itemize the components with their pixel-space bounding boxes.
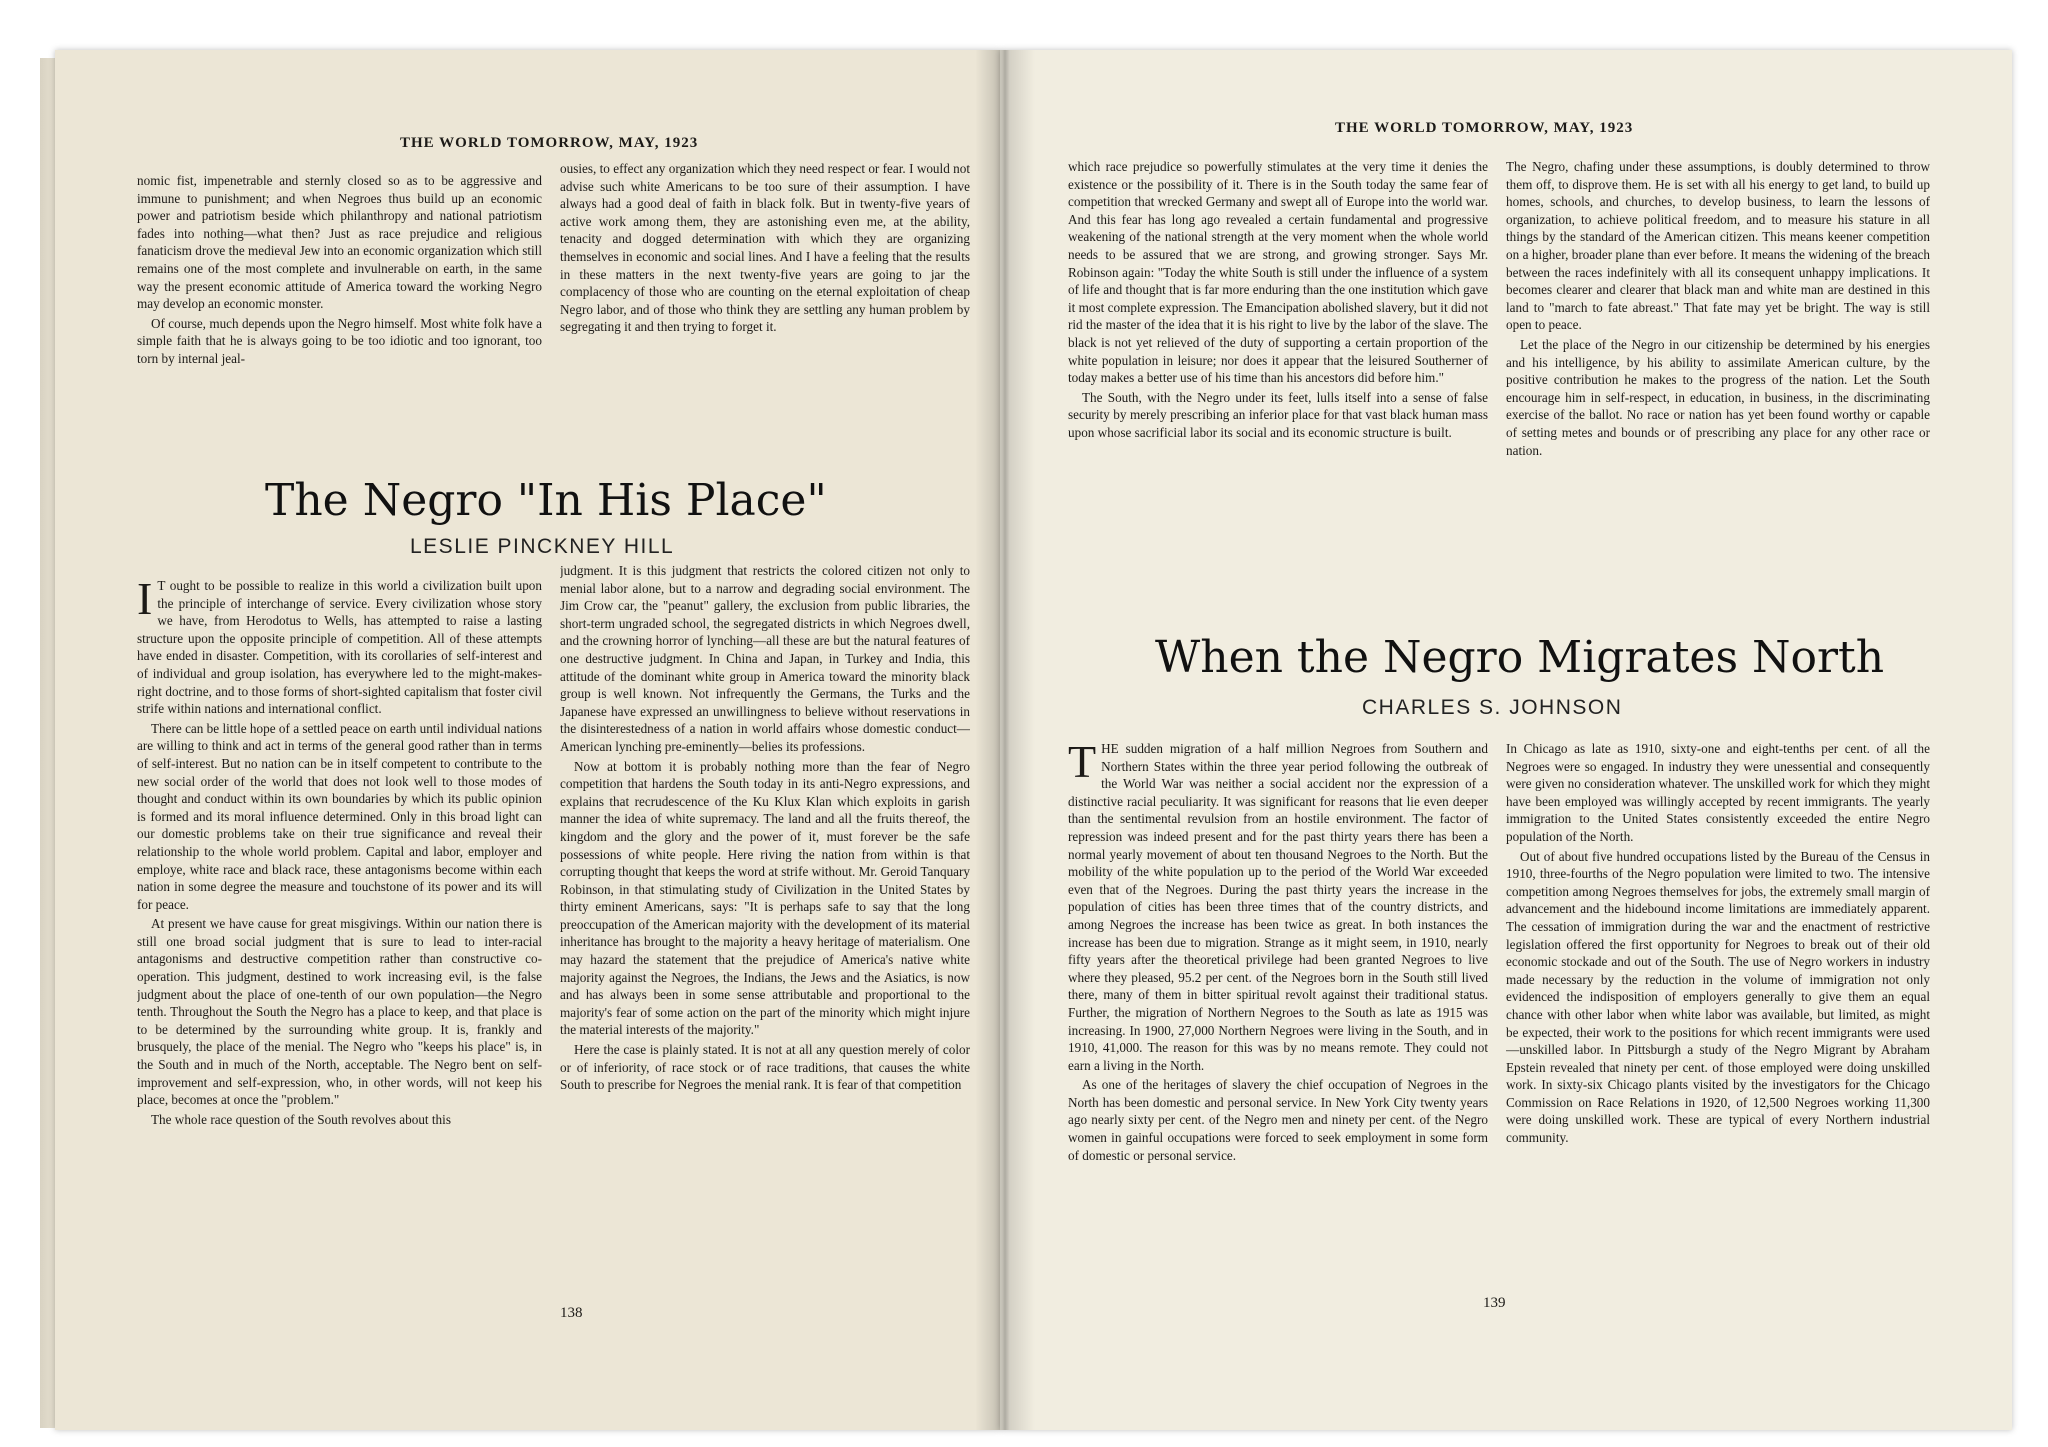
right-page [1000,50,2012,1430]
paragraph: Here the case is plainly stated. It is not at all any question merely of color or of inferiority, of race stock or of race traditions, that causes the white South to prescribe for Negroes the menial rank. It is fear of that competition [560,1042,970,1093]
dropcap: I [137,577,153,624]
running-head: THE WORLD TOMORROW, MAY, 1923 [400,135,699,151]
paragraph: As one of the heritages of slavery the chief occupation of Negroes in the North has been domestic and personal service. In New York City twenty years ago nearly sixty per cent. of the Negro men and ninety per cent. of the Negro women in gainful occupations were forced to seek employment in some form of domestic or personal service. [1068,1077,1488,1163]
paragraph: Let the place of the Negro in our citizenship be determined by his energies and his intelligence, by his ability to assimilate American culture, by the positive contribution he makes to the progress of the nation. Let the South encourage him in self-respect, in education, in business, in the discriminating exercise of the ballot. No race or nation has yet been found worthy or capable of setting metes and bounds or of prescribing any place for any other race or nation. [1506,336,1930,458]
paragraph: Of course, much depends upon the Negro himself. Most white folk have a simple faith that he is always going to be too idiotic and too ignorant, too torn by internal jeal- [137,315,542,366]
paragraph: The Negro, chafing under these assumptions, is doubly determined to throw them off, to disprove them. He is set with all his energy to get land, to build up homes, schools, and churches, to develop business, to learn the lessons of organization, to achieve political freedom, and to measure his stature in all things by the standard of the American citizen. This means keener competition on a higher, broader plane than ever before. It means the widening of the breach between the races indefinitely with all its consequent unhappy implications. It becomes clearer and clearer that black man and white man are destined in this land to "march to fate abreast." That fate may yet be bright. The way is still open to peace. [1506,159,1930,333]
page-number: 139 [1483,1295,1506,1311]
paragraph: nomic fist, impenetrable and sternly closed so as to be aggressive and immune to punishment; and when Negroes thus build up an economic power and patriotism beside which philanthropy and national patriotism fades into nothing—what then? Just as race prejudice and religious fanaticism drove the medieval Jew into an economic organization which still remains one of the most complete and invulnerable on earth, in the same way the present economic attitude of America toward the working Negro may develop an economic monster. [137,173,542,312]
paragraph: The South, with the Negro under its feet, lulls itself into a sense of false security by merely prescribing an inferior place for that vast black human mass upon whose sacrificial labor its social and its economic structure is built. [1068,389,1488,440]
article-column-1 [137,577,542,1292]
article-byline: LESLIE PINCKNEY HILL [410,535,675,558]
paragraph: At present we have cause for great misgivings. Within our nation there is still one broad social judgment that is sure to lead to inter-racial antagonisms and destructive competition rather than constructive co-operation. This judgment, destined to work increasing evil, is the false judgment about the place of one-tenth of our own population—the Negro tenth. Throughout the South the Negro has a place to keep, and that place is to be determined by the surrounding white group. It is, frankly and brusquely, the place of the menial. The Negro who "keeps his place" is, in the South and in much of the North, acceptable. The Negro bent on self-improvement and self-expression, who, in other words, will not keep his place, becomes at once the "problem." [137,916,542,1108]
continued-column-1 [137,172,542,432]
paragraph: Now at bottom it is probably nothing more than the fear of Negro competition that hardens the South today in its anti-Negro expressions, and explains that recrudescence of the Ku Klux Klan which exploits in garish manner the idea of white supremacy. The land and all the fruits thereof, the kingdom and the glory and the power of it, must forever be the safe possessions of white people. Here riving the nation from within is that corrupting thought that keeps the word at strife without. Mr. Geroid Tanquary Robinson, in that stimulating study of Civilization in the United States by thirty eminent Americans, says: "It is perhaps safe to say that the long preoccupation of the American majority with the development of its material inheritance has brought to the majority a heavy heritage of materialism. One may hazard the statement that the prejudice of America's native white majority against the Negroes, the Indians, the Jews and the Asiatics, is now and has always been in some sense attributable and proportional to the majority's fear of some action on the part of the minority which might injure the material interests of the majority." [560,758,970,1038]
page-number: 138 [560,1305,583,1321]
paragraph: Out of about five hundred occupations listed by the Bureau of the Census in 1910, three-fourths of the Negro population were limited to two. The intensive competition among Negroes themselves for jobs, the extremely small margin of advancement and the hidebound income limitations are immediately apparent. The cessation of immigration during the war and the enactment of restrictive legislation offered the first opportunity for Negroes to break out of their old economic stockade and out of the South. The use of Negro workers in industry made necessary by the reduction in the volume of immigration not only evidenced the indisposition of employers generally to give them an equal chance with other labor when white labor was available, but limited, as might be expected, their work to the positions for which recent immigrants were used—unskilled labor. In Pittsburgh a study of the Negro Migrant by Abraham Epstein revealed that ninety per cent. of those employed were doing unskilled work. In sixty-six Chicago plants visited by the investigators for the Chicago Commission on Race Relations in 1920, of 12,500 Negroes working 11,300 were doing unskilled work. These are typical of every Northern industrial community. [1506,848,1930,1146]
running-head: THE WORLD TOMORROW, MAY, 1923 [1335,120,1634,136]
article-title: When the Negro Migrates North [1155,632,1885,683]
dropcap: T [1068,740,1097,787]
paragraph: In Chicago as late as 1910, sixty-one and eight-tenths per cent. of all the Negroes were so engaged. In industry they were unessential and consequently were given no consideration whatever. The unskilled work for which they might have been employed was willingly accepted by recent immigrants. The yearly immigration to the United States consistently exceeded the entire Negro population of the North. [1506,741,1930,844]
article-column-2 [560,562,970,1292]
continued-column-2 [560,160,970,430]
article-column-2 [1506,740,1930,1285]
paragraph: There can be little hope of a settled peace on earth until individual nations are willing to think and act in terms of the general good rather than in terms of self-interest. But no nation can be in itself competent to contribute to the new social order of the world that does not look well to those modes of thought and conduct within its own boundaries by which its public opinion is formed and its moral influence determined. Only in this broad light can our domestic problems take on their true significance and reveal their relationship to the whole world problem. Capital and labor, employer and employe, white race and black race, these antagonisms become within each nation in some degree the measure and touchstone of its power and its will for peace. [137,720,542,912]
paragraph: I T ought to be possible to realize in this world a civilization built upon the principle of interchange of service. Every civilization whose story we have, from Herodotus to Wells, has attempted to raise a lasting structure upon the opposite principle of competition. All of these attempts have ended in disaster. Competition, with its corollaries of self-interest and of individual and group isolation, has everywhere led to the might-makes-right doctrine, and to those forms of short-sighted capitalism that foster civil strife within nations and international conflict. [137,577,542,717]
paragraph: The whole race question of the South revolves about this [151,1111,451,1127]
paragraph: THE sudden migration of a half million Negroes from Southern and Northern States within the three year period following the outbreak of the World War was neither a social accident nor the expression of a distinctive racial peculiarity. It was significant for reasons that lie even deeper than the sentimental revulsion from an hostile environment. The factor of repression was indeed present and for the past thirty years there has been a normal yearly movement of about ten thousand Negroes to the North. But the mobility of the white population up to the period of the World War exceeded even that of the Negroes. During the past thirty years the increase in the population of cities has been three times that of the country districts, and among Negroes the increase has been twice as great. In both instances the increase has been due to migration. Strange as it might seem, in 1910, nearly fifty years after the theoretical privilege had been granted Negroes to live where they pleased, 95.2 per cent. of the Negroes born in the South still lived there, many of them in bitter spiritual revolt against their traditional status. Further, the migration of Northern Negroes to the South as late as 1915 was increasing. In 1900, 27,000 Northern Negroes were living in the South, and in 1910, 41,000. The reason for this was by no means remote. They could not earn a living in the North. [1068,740,1488,1073]
left-page [55,50,1000,1430]
article-byline: CHARLES S. JOHNSON [1362,696,1623,719]
article-column-1 [1068,740,1488,1285]
continued-column-1 [1068,158,1488,598]
paragraph: which race prejudice so powerfully stimulates at the very time it denies the existence or the possibility of it. There is in the South today the same fear of competition that wrecked Germany and swept all of Europe into the world war. And this fear has long ago revealed a certain fundamental and progressive weakening of the national strength at the very moment when the whole world needs to be assured that we are strong, and growing stronger. Says Mr. Robinson again: "Today the white South is still under the influence of a system of life and thought that is far more enduring than the one institution which gave it most complete expression. The Emancipation abolished slavery, but it did not rid the master of the idea that it is his right to live by the labor of the slave. The black is not yet relieved of the duty of supporting a certain proportion of the white population in leisure; nor does it appear that the leisured Southerner of today makes a better use of his time than his ancestors did before him." [1068,159,1488,386]
paragraph: judgment. It is this judgment that restricts the colored citizen not only to menial labor alone, but to a narrow and degrading social environment. The Jim Crow car, the "peanut" gallery, the exclusion from public libraries, the short-term ungraded school, the segregated districts in which Negroes dwell, and the crowning horror of lynching—all these are but the natural features of one destructive judgment. In China and Japan, in Turkey and India, this attitude of the dominant white group in America toward the minority black group is well known. Not infrequently the Germans, the Turks and the Japanese have expressed an unwillingness to believe without reservations in the disinterestedness of a nation in world affairs whose domestic conduct—American lynching pre-eminently—belies its professions. [560,563,970,754]
article-title: The Negro "In His Place" [265,475,827,526]
continued-column-2 [1506,158,1930,598]
paragraph: ousies, to effect any organization which they need respect or fear. I would not advise such white Americans to be too sure of their assumption. I have always had a good deal of faith in black folk. But in twenty-five years of active work among them, they are astonishing even me, at the ability, tenacity and dogged determination with which they are organizing themselves in economic and social lines. And I have a feeling that the results in these matters in the next twenty-five years are going to jar the complacency of those who are counting on the eternal exploitation of cheap Negro labor, and of those who think they are settling any human problem by segregating it and then trying to forget it. [560,161,970,335]
